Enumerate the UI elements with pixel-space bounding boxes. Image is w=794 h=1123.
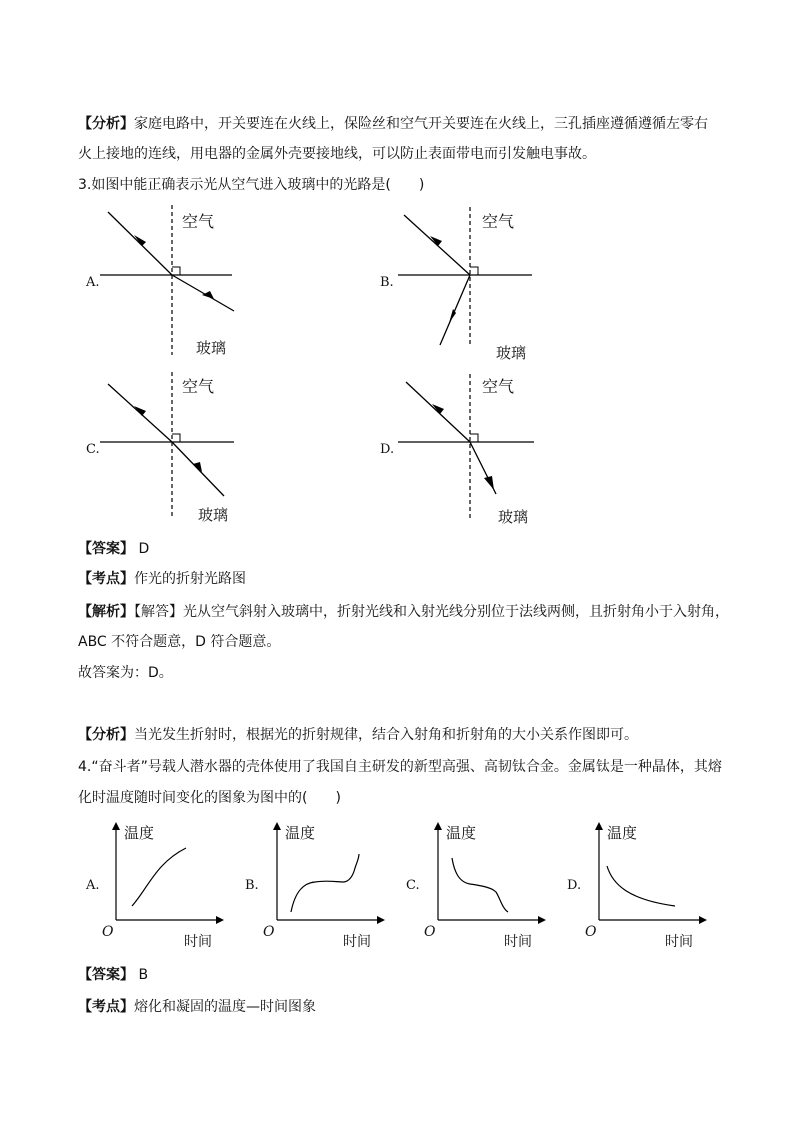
- q3-explanation-line1: [78, 602, 729, 622]
- kp-tag: 【考点】: [78, 571, 134, 587]
- air-label: 空气: [182, 212, 215, 231]
- answer-text: D: [134, 541, 150, 557]
- q4-graph-b: [243, 818, 393, 953]
- q3-figure-a: [80, 205, 260, 365]
- q4-graph-c: [404, 818, 554, 953]
- q3-figure-b: [378, 205, 558, 365]
- option-a-label: A.: [86, 275, 100, 290]
- q3-stem: 3.如图中能正确表示光从空气进入玻璃中的光路是( ): [78, 177, 425, 193]
- kp-text: 作光的折射光路图: [134, 571, 246, 587]
- option-c-label: C.: [406, 878, 420, 893]
- analysis-text: 家庭电路中，开关要连在火线上，保险丝和空气开关要连在火线上，三孔插座遵循遵循左零右: [134, 116, 708, 132]
- option-a-label: A.: [86, 878, 100, 893]
- q3-figure-a-svg: [80, 205, 260, 365]
- answer-text: B: [134, 967, 149, 983]
- glass-label: 玻璃: [196, 339, 227, 357]
- q3-figure-d-svg: [378, 372, 558, 532]
- q3-answer: [78, 539, 149, 559]
- y-axis-label: 温度: [607, 824, 638, 842]
- q3-analysis: [78, 725, 638, 745]
- q4-answer: [78, 965, 148, 985]
- option-c-label: C.: [86, 442, 100, 457]
- option-b-label: B.: [380, 275, 394, 290]
- analysis-tag: 【分析】: [78, 727, 134, 743]
- answer-tag: 【答案】: [78, 967, 134, 983]
- air-label: 空气: [182, 377, 215, 396]
- q3-knowledge-point: [78, 569, 246, 589]
- q4-graph-a: [82, 818, 232, 953]
- glass-label: 玻璃: [498, 508, 529, 526]
- y-axis-label: 温度: [124, 824, 155, 842]
- air-label: 空气: [482, 212, 515, 231]
- explanation-text: 【解答】光从空气斜射入玻璃中，折射光线和入射光线分别位于法线两侧，且折射角小于入射角，: [134, 604, 729, 620]
- x-axis-label: 时间: [184, 934, 212, 950]
- explanation-tag: 【解析】: [78, 604, 134, 620]
- kp-text: 熔化和凝固的温度—时间图象: [134, 999, 316, 1015]
- option-d-label: D.: [380, 442, 395, 457]
- q3-explanation-line2: ABC 不符合题意，D 符合题意。: [78, 634, 281, 650]
- option-d-label: D.: [567, 878, 582, 893]
- answer-tag: 【答案】: [78, 541, 134, 557]
- q4-graph-d: [565, 818, 715, 953]
- glass-label: 玻璃: [198, 506, 229, 524]
- analysis-q2-line1: [78, 114, 708, 134]
- kp-tag: 【考点】: [78, 999, 134, 1015]
- y-axis-label: 温度: [446, 824, 477, 842]
- q3-conclusion: 故答案为：D。: [78, 665, 173, 681]
- origin-label: O: [102, 924, 114, 940]
- glass-label: 玻璃: [496, 344, 527, 362]
- q4-stem-line2: 化时温度随时间变化的图象为图中的( ): [78, 790, 341, 806]
- x-axis-label: 时间: [665, 934, 693, 950]
- q3-figure-c: [80, 372, 260, 532]
- analysis-text: 当光发生折射时，根据光的折射规律，结合入射角和折射角的大小关系作图即可。: [134, 727, 638, 743]
- x-axis-label: 时间: [343, 934, 371, 950]
- origin-label: O: [263, 924, 275, 940]
- q4-knowledge-point: [78, 997, 316, 1017]
- x-axis-label: 时间: [504, 934, 532, 950]
- q3-figure-c-svg: [80, 372, 260, 532]
- y-axis-label: 温度: [285, 824, 316, 842]
- analysis-q2-line2: 火上接地的连线，用电器的金属外壳要接地线，可以防止表面带电而引发触电事故。: [78, 146, 596, 162]
- q3-figure-d: [378, 372, 558, 532]
- origin-label: O: [585, 924, 597, 940]
- air-label: 空气: [482, 377, 515, 396]
- q4-stem-line1: 4.“奋斗者”号载人潜水器的壳体使用了我国自主研发的新型高强、高韧钛合金。金属钛是一种晶体，其熔: [78, 759, 722, 775]
- q3-figure-b-svg: [378, 205, 558, 365]
- option-b-label: B.: [245, 878, 259, 893]
- origin-label: O: [424, 924, 436, 940]
- analysis-tag: 【分析】: [78, 116, 134, 132]
